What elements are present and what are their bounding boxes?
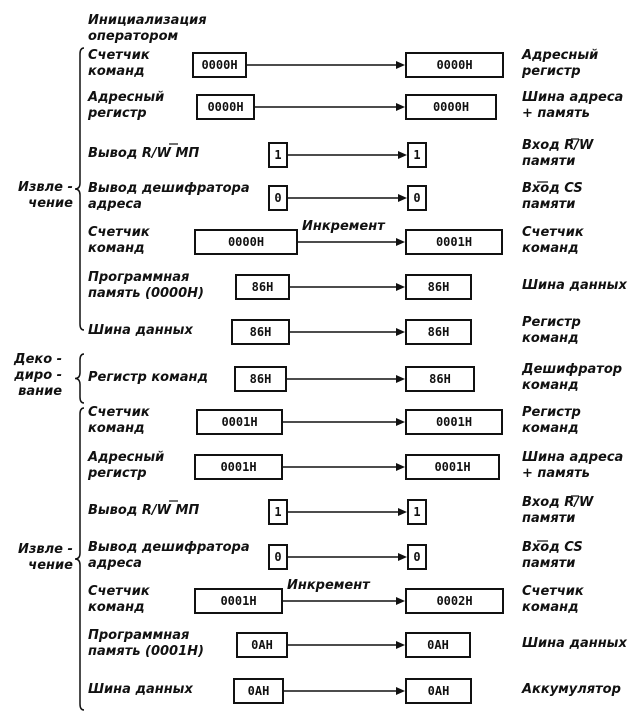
row-source-label: Программная память (0001H) (88, 628, 204, 659)
target-value-box: 0001H (405, 409, 503, 435)
arrow-head (398, 508, 407, 516)
group-bracket (75, 48, 84, 330)
arrow-head (396, 375, 405, 383)
row-target-label: Регистр команд (522, 315, 581, 346)
row-target-label: Счетчик команд (522, 225, 584, 256)
arrow-head (396, 463, 405, 471)
row-target-label: Шина адреса + память (522, 450, 624, 481)
row-source-label: Программная память (0000H) (88, 270, 204, 301)
target-value-box: 0 (407, 185, 427, 211)
row-source-label: Вывод R/W МП (88, 503, 200, 518)
arrow-head (398, 151, 407, 159)
arrow-head (396, 418, 405, 426)
target-value-box: 0000H (405, 52, 504, 78)
source-value-box: 0001H (196, 409, 283, 435)
arrow-head (396, 103, 405, 111)
source-value-box: 1 (268, 142, 288, 168)
row-target-label: Вход R/W памяти (522, 138, 594, 169)
source-value-box: 86H (231, 319, 290, 345)
group-label: Извле - чение (18, 542, 73, 573)
row-target-label: Вход R/W памяти (522, 495, 594, 526)
source-value-box: 0AH (236, 632, 288, 658)
row-source-label: Шина данных (88, 682, 193, 697)
row-source-label: Вывод R/W МП (88, 146, 200, 161)
target-value-box: 0000H (405, 94, 497, 120)
arrow-head (398, 553, 407, 561)
source-value-box: 0 (268, 185, 288, 211)
row-source-label: Счетчик команд (88, 225, 150, 256)
row-target-label: Дешифратор команд (522, 362, 623, 393)
target-value-box: 86H (405, 274, 472, 300)
target-value-box: 1 (407, 499, 427, 525)
row-target-label: Вход CS памяти (522, 181, 583, 212)
target-value-box: 0001H (405, 454, 500, 480)
row-target-label: Адресный регистр (522, 48, 599, 79)
row-target-label: Аккумулятор (522, 682, 621, 697)
target-value-box: 0001H (405, 229, 503, 255)
target-value-box: 86H (405, 366, 475, 392)
row-target-label: Регистр команд (522, 405, 581, 436)
arrow-head (396, 641, 405, 649)
arrow-head (396, 687, 405, 695)
target-value-box: 0002H (405, 588, 504, 614)
arrow-head (396, 238, 405, 246)
source-value-box: 0000H (196, 94, 255, 120)
row-source-label: Счетчик команд (88, 405, 150, 436)
source-value-box: 0 (268, 544, 288, 570)
group-label: Деко - диро - вание (14, 352, 63, 399)
increment-label: Инкремент (287, 578, 370, 593)
arrow-head (396, 597, 405, 605)
row-target-label: Шина адреса + память (522, 90, 624, 121)
source-value-box: 86H (234, 366, 287, 392)
group-label: Извле - чение (18, 180, 73, 211)
increment-label: Инкремент (302, 219, 385, 234)
source-value-box: 86H (235, 274, 290, 300)
row-source-label: Вывод дешифратора адреса (88, 181, 250, 212)
row-target-label: Шина данных (522, 636, 627, 651)
row-target-label: Шина данных (522, 278, 627, 293)
row-source-label: Адресный регистр (88, 90, 165, 121)
row-target-label: Счетчик команд (522, 584, 584, 615)
arrow-head (396, 61, 405, 69)
arrow-head (398, 194, 407, 202)
row-source-label: Счетчик команд (88, 584, 150, 615)
row-source-label: Регистр команд (88, 370, 208, 385)
row-source-label: Адресный регистр (88, 450, 165, 481)
group-bracket (75, 354, 84, 403)
group-bracket (75, 408, 84, 710)
arrow-head (396, 328, 405, 336)
source-value-box: 0000H (194, 229, 298, 255)
target-value-box: 0AH (405, 632, 471, 658)
row-source-label: Вывод дешифратора адреса (88, 540, 250, 571)
row-source-label: Счетчик команд (88, 48, 150, 79)
target-value-box: 0 (407, 544, 427, 570)
source-value-box: 0AH (233, 678, 284, 704)
target-value-box: 86H (405, 319, 472, 345)
source-value-box: 0001H (194, 454, 283, 480)
row-target-label: Вход CS памяти (522, 540, 583, 571)
header-label: Инициализация оператором (88, 13, 207, 44)
source-value-box: 1 (268, 499, 288, 525)
target-value-box: 1 (407, 142, 427, 168)
arrow-head (396, 283, 405, 291)
source-value-box: 0001H (194, 588, 283, 614)
row-source-label: Шина данных (88, 323, 193, 338)
target-value-box: 0AH (405, 678, 472, 704)
source-value-box: 0000H (192, 52, 247, 78)
